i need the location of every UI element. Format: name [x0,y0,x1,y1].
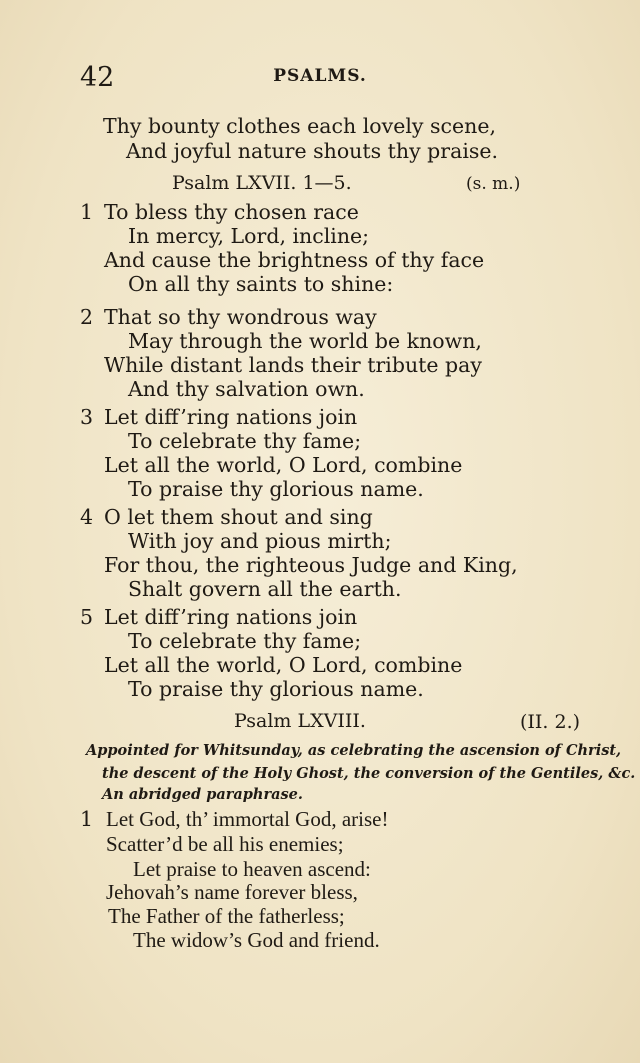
verse-line: And thy salvation own. [128,377,365,401]
verse-line: Let all the world, O Lord, combine [104,453,463,477]
stanza-number: 4 [80,505,94,529]
page-header [0,62,640,96]
verse-line: To bless thy chosen race [104,200,359,224]
stanza-number: 2 [80,305,94,329]
verse-line: Let God, th’ immortal God, arise! [106,807,389,831]
stanza-number: 1 [80,807,94,831]
verse-line: To praise thy glorious name. [128,677,424,701]
psalm-68-note-line: An abridged paraphrase. [102,786,303,803]
stanza-number: 1 [80,200,94,224]
preceding-line: And joyful nature shouts thy praise. [126,139,499,163]
verse-line: On all thy saints to shine: [128,272,394,296]
psalm-68-note-line: the descent of the Holy Ghost, the conversion of the Gentiles, &c. [102,765,636,782]
page-number: 42 [80,62,115,93]
verse-line: Jehovah’s name forever bless, [106,880,358,904]
verse-line: While distant lands their tribute pay [104,353,482,377]
verse-line: To praise thy glorious name. [128,477,424,501]
verse-line: The Father of the fatherless; [108,904,345,928]
psalm-67-title: Psalm LXVII. 1—5. [172,172,352,194]
running-head: PSALMS. [273,66,367,86]
psalm-68-note-line: Appointed for Whitsunday, as celebrating the ascension of Christ, [86,742,622,759]
verse-line: Let praise to heaven ascend: [133,857,371,881]
verse-line: To celebrate thy fame; [128,629,362,653]
verse-line: And cause the brightness of thy face [104,248,485,272]
stanza-number: 5 [80,605,94,629]
psalm-68-meter: (II. 2.) [520,711,581,733]
verse-line: To celebrate thy fame; [128,429,362,453]
verse-line: For thou, the righteous Judge and King, [104,553,518,577]
verse-line: Let diff’ring nations join [104,605,358,629]
verse-line: That so thy wondrous way [104,305,377,329]
stanza-number: 3 [80,405,94,429]
verse-line: In mercy, Lord, incline; [128,224,370,248]
verse-line: With joy and pious mirth; [128,529,392,553]
psalm-68-title: Psalm LXVIII. [234,710,366,732]
verse-line: Scatter’d be all his enemies; [106,832,344,856]
verse-line: Shalt govern all the earth. [128,577,402,601]
preceding-line: Thy bounty clothes each lovely scene, [103,114,496,138]
verse-line: O let them shout and sing [104,505,373,529]
verse-line: Let all the world, O Lord, combine [104,653,463,677]
verse-line: The widow’s God and friend. [133,928,380,952]
verse-line: May through the world be known, [128,329,482,353]
verse-line: Let diff’ring nations join [104,405,358,429]
psalm-67-meter: (s. m.) [466,174,521,194]
